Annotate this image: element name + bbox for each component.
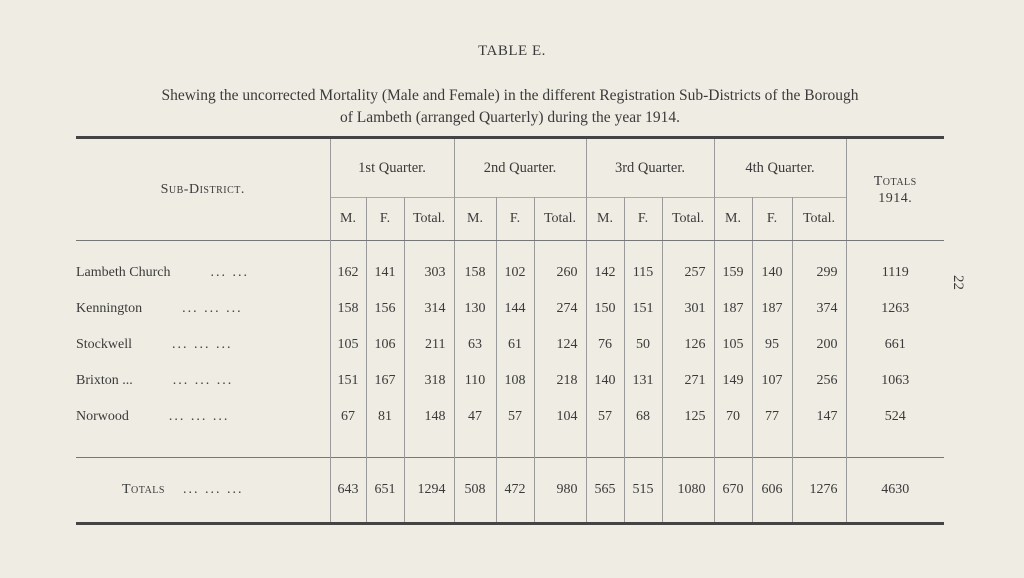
header-m: M. [330, 198, 366, 241]
grand-total-cell: 1119 [881, 265, 909, 280]
header-q1: 1st Quarter. [330, 138, 454, 198]
quarter-total-cell: 257 [662, 241, 714, 291]
header-q2: 2nd Quarter. [454, 138, 586, 198]
quarter-total-cell: 211 [404, 327, 454, 363]
male-cell: 159 [714, 241, 752, 291]
quarter-total-cell: 1294 [404, 458, 454, 524]
spacer-row [76, 435, 944, 458]
quarter-total-cell: 314 [404, 291, 454, 327]
grand-total-cell: 1263 [881, 301, 910, 316]
header-total: Total. [792, 198, 846, 241]
mortality-table [76, 136, 944, 525]
female-cell: 50 [624, 327, 662, 363]
subtitle-line-2: of Lambeth (arranged Quarterly) during the year 1914. [339, 109, 680, 126]
female-cell: 515 [624, 458, 662, 524]
quarter-total-cell: 271 [662, 363, 714, 399]
spacer-cell [404, 435, 454, 458]
table-title: TABLE E. [478, 43, 546, 59]
female-cell: 107 [752, 363, 792, 399]
table-row [76, 241, 944, 291]
male-cell: 162 [330, 241, 366, 291]
grand-total-cell: 524 [884, 409, 906, 424]
header-f: F. [624, 198, 662, 241]
female-cell: 141 [366, 241, 404, 291]
leader-dots: ... ... ... [182, 301, 243, 316]
header-f: F. [366, 198, 404, 241]
male-cell: 140 [586, 363, 624, 399]
male-cell: 57 [586, 399, 624, 435]
spacer-cell [752, 435, 792, 458]
grand-total-cell: 661 [884, 337, 906, 352]
grand-total-cell: 4630 [846, 458, 944, 524]
female-cell: 102 [496, 241, 534, 291]
male-cell: 670 [714, 458, 752, 524]
female-cell: 151 [624, 291, 662, 327]
sub-district-cell [76, 327, 330, 363]
quarter-total-cell: 218 [534, 363, 586, 399]
sub-district-name: Totals [122, 482, 165, 497]
male-cell: 76 [586, 327, 624, 363]
header-m: M. [454, 198, 496, 241]
quarter-total-cell: 260 [534, 241, 586, 291]
male-cell: 565 [586, 458, 624, 524]
sub-district-cell [76, 241, 330, 291]
female-cell: 61 [496, 327, 534, 363]
table-row [76, 363, 944, 399]
sub-district-cell [76, 363, 330, 399]
quarter-total-cell: 148 [404, 399, 454, 435]
female-cell: 106 [366, 327, 404, 363]
header-f: F. [752, 198, 792, 241]
male-cell: 149 [714, 363, 752, 399]
male-cell: 508 [454, 458, 496, 524]
header-q4: 4th Quarter. [714, 138, 846, 198]
male-cell: 47 [454, 399, 496, 435]
quarter-total-cell: 147 [792, 399, 846, 435]
sub-district-name: Norwood [76, 409, 129, 424]
header-total: Total. [662, 198, 714, 241]
male-cell: 643 [330, 458, 366, 524]
male-cell: 63 [454, 327, 496, 363]
spacer-cell [586, 435, 624, 458]
female-cell: 156 [366, 291, 404, 327]
male-cell: 187 [714, 291, 752, 327]
header-total: Total. [404, 198, 454, 241]
female-cell: 57 [496, 399, 534, 435]
sub-district-cell [76, 291, 330, 327]
male-cell: 105 [330, 327, 366, 363]
male-cell: 130 [454, 291, 496, 327]
quarter-total-cell: 303 [404, 241, 454, 291]
table-row [76, 327, 944, 363]
spacer-cell [662, 435, 714, 458]
quarter-total-cell: 200 [792, 327, 846, 363]
male-cell: 70 [714, 399, 752, 435]
spacer-cell [454, 435, 496, 458]
sub-district-cell [76, 399, 330, 435]
quarter-total-cell: 1080 [662, 458, 714, 524]
quarter-total-cell: 301 [662, 291, 714, 327]
quarter-total-cell: 374 [792, 291, 846, 327]
totals-row [76, 458, 944, 524]
male-cell: 151 [330, 363, 366, 399]
female-cell: 167 [366, 363, 404, 399]
header-q3: 3rd Quarter. [586, 138, 714, 198]
grand-total-cell: 1063 [881, 373, 910, 388]
quarter-total-cell: 126 [662, 327, 714, 363]
subtitle-line-1: Shewing the uncorrected Mortality (Male and Female) in the different Registration Sub-Districts of the Borough [161, 87, 859, 104]
female-cell: 81 [366, 399, 404, 435]
male-cell: 110 [454, 363, 496, 399]
female-cell: 77 [752, 399, 792, 435]
table-row [76, 291, 944, 327]
quarter-total-cell: 256 [792, 363, 846, 399]
leader-dots: ... ... ... [172, 373, 234, 388]
header-totals-label: Totals [873, 173, 917, 189]
spacer-cell [846, 435, 944, 458]
quarter-total-cell: 125 [662, 399, 714, 435]
header-m: M. [586, 198, 624, 241]
female-cell: 108 [496, 363, 534, 399]
spacer-cell [714, 435, 752, 458]
spacer-cell [792, 435, 846, 458]
table-subtitle [60, 85, 960, 129]
male-cell: 158 [330, 291, 366, 327]
female-cell: 140 [752, 241, 792, 291]
female-cell: 472 [496, 458, 534, 524]
header-total: Total. [534, 198, 586, 241]
sub-district-cell [76, 458, 330, 524]
female-cell: 95 [752, 327, 792, 363]
spacer-cell [496, 435, 534, 458]
male-cell: 105 [714, 327, 752, 363]
quarter-total-cell: 299 [792, 241, 846, 291]
table-row [76, 399, 944, 435]
header-m: M. [714, 198, 752, 241]
leader-dots: ... ... ... [168, 409, 230, 424]
sub-district-name: Brixton ... [76, 373, 133, 388]
leader-dots: ... ... ... [182, 482, 244, 497]
female-cell: 131 [624, 363, 662, 399]
header-totals-year: 1914. [878, 190, 913, 206]
leader-dots: ... ... ... [172, 337, 233, 352]
spacer-cell [76, 435, 330, 458]
male-cell: 67 [330, 399, 366, 435]
female-cell: 144 [496, 291, 534, 327]
quarter-total-cell: 274 [534, 291, 586, 327]
male-cell: 158 [454, 241, 496, 291]
male-cell: 142 [586, 241, 624, 291]
header-f: F. [496, 198, 534, 241]
spacer-cell [366, 435, 404, 458]
sub-district-name: Stockwell [76, 337, 132, 352]
spacer-cell [624, 435, 662, 458]
header-totals [846, 138, 944, 241]
page-number: 22 [950, 275, 966, 290]
header-sub-district: Sub-District. [76, 138, 330, 241]
female-cell: 651 [366, 458, 404, 524]
sub-district-name: Lambeth Church [76, 265, 171, 280]
female-cell: 187 [752, 291, 792, 327]
quarter-total-cell: 1276 [792, 458, 846, 524]
quarter-total-cell: 318 [404, 363, 454, 399]
female-cell: 606 [752, 458, 792, 524]
quarter-total-cell: 104 [534, 399, 586, 435]
female-cell: 68 [624, 399, 662, 435]
spacer-cell [534, 435, 586, 458]
leader-dots: ... ... [210, 265, 249, 280]
quarter-total-cell: 980 [534, 458, 586, 524]
sub-district-name: Kennington [76, 301, 143, 316]
spacer-cell [330, 435, 366, 458]
female-cell: 115 [624, 241, 662, 291]
quarter-total-cell: 124 [534, 327, 586, 363]
male-cell: 150 [586, 291, 624, 327]
